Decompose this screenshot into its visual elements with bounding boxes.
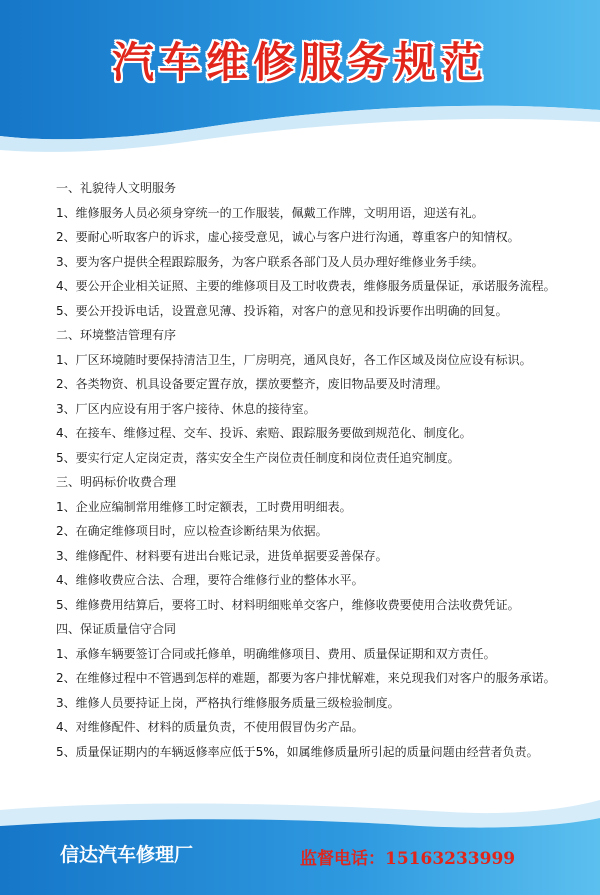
rule-item: 3、维修人员要持证上岗，严格执行维修服务质量三级检验制度。: [56, 695, 400, 710]
rule-item: 4、对维修配件、材料的质量负责，不使用假冒伪劣产品。: [56, 720, 364, 734]
section-heading: 一、礼貌待人文明服务: [56, 181, 177, 195]
rule-item: 1、厂区环境随时要保持清洁卫生，厂房明亮，通风良好，各工作区域及岗位应设有标识。: [56, 352, 532, 367]
rule-item: 3、要为客户提供全程跟踪服务，为客户联系各部门及人员办理好维修业务手续。: [56, 254, 484, 269]
rule-item: 5、要公开投诉电话，设置意见薄、投诉箱，对客户的意见和投诉要作出明确的回复。: [56, 303, 508, 318]
rule-item: 3、厂区内应设有用于客户接待、休息的接待室。: [56, 401, 316, 416]
section-3: [56, 470, 566, 617]
supervision-hotline: 监督电话：15163233999: [300, 849, 516, 869]
rule-item: 2、各类物资、机具设备要定置存放，摆放要整齐，废旧物品要及时清理。: [56, 377, 448, 391]
rules-content: [56, 176, 566, 764]
rule-item: 4、维修收费应合法、合理，要符合维修行业的整体水平。: [56, 573, 364, 587]
rule-item: 2、在确定维修项目时，应以检查诊断结果为依据。: [56, 524, 328, 538]
section-heading: 二、环境整洁管理有序: [56, 328, 177, 342]
rule-item: 5、质量保证期内的车辆返修率应低于5%，如属维修质量所引起的质量问题由经营者负责。: [56, 744, 539, 759]
rule-item: 1、维修服务人员必须身穿统一的工作服装，佩戴工作牌，文明用语，迎送有礼。: [56, 205, 484, 220]
section-heading: 四、保证质量信守合同: [56, 622, 177, 636]
rule-item: 4、要公开企业相关证照、主要的维修项目及工时收费表，维修服务质量保证，承诺服务流程。: [56, 279, 556, 293]
section-4: [56, 617, 566, 764]
section-1: [56, 176, 566, 323]
rule-item: 4、在接车、维修过程、交车、投诉、索赔、跟踪服务要做到规范化、制度化。: [56, 426, 472, 440]
rule-item: 5、要实行定人定岗定责，落实安全生产岗位责任制度和岗位责任追究制度。: [56, 450, 460, 465]
company-name: 信达汽车修理厂: [60, 844, 194, 866]
rule-item: 3、维修配件、材料要有进出台账记录，进货单据要妥善保存。: [56, 548, 388, 563]
rule-item: 2、要耐心听取客户的诉求，虚心接受意见，诚心与客户进行沟通，尊重客户的知情权。: [56, 230, 520, 244]
rule-item: 2、在维修过程中不管遇到怎样的难题，都要为客户排忧解难，来兑现我们对客户的服务承诺。: [56, 671, 556, 685]
page-title: 汽车维修服务规范: [111, 38, 488, 87]
section-heading: 三、明码标价收费合理: [56, 475, 177, 489]
rule-item: 1、承修车辆要签订合同或托修单，明确维修项目、费用、质量保证期和双方责任。: [56, 646, 496, 661]
rule-item: 1、企业应编制常用维修工时定额表，工时费用明细表。: [56, 499, 352, 514]
rule-item: 5、维修费用结算后，要将工时、材料明细账单交客户，维修收费要使用合法收费凭证。: [56, 597, 520, 612]
section-2: [56, 323, 566, 470]
